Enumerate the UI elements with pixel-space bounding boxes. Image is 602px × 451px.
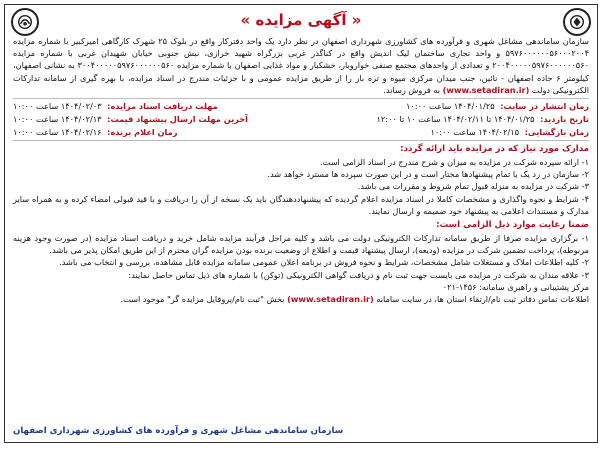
offer-deadline-value: ۱۴۰۴/۰۲/۱۳ ساعت ۱۰:۰۰ (13, 114, 102, 125)
required-docs-title: مدارک مورد نیاز که در مزایده باید ارائه گردد: (400, 144, 589, 155)
rules-section (13, 219, 589, 305)
rule-item: ۲- کلیه اطلاعات املاک و مستغلات شامل مشخصات، شرایط و نحوه فروش در برنامه اعلان عمومی سامانه مزایده قابل مشاهده، بررسی و انتخاب می باشد. (59, 257, 589, 268)
intro-tail: به فروش رساند. (383, 84, 441, 95)
opening-date-value: ۱۴۰۴/۰۲/۱۵ ساعت ۱۰:۰۰ (430, 127, 520, 138)
auction-notice (4, 4, 598, 443)
date-row-1 (13, 100, 589, 113)
winner-date-value: ۱۴۰۴/۰۲/۱۶ ساعت ۱۰:۰۰ (13, 127, 102, 138)
notice-title: « آگهی مزایده » (240, 11, 362, 29)
opening-date-label: زمان بازگشایی: (524, 127, 589, 138)
contact-site-link[interactable]: (www.setadiran.ir) (287, 294, 374, 305)
contact-prefix: اطلاعات تماس دفاتر ثبت نام/ارتقاء استان ها، در سایت سامانه (376, 294, 589, 305)
publish-date-value: ۱۴۰۴/۰۱/۲۵ ساعت ۱۰:۰۰ (406, 101, 495, 112)
visit-date (377, 113, 589, 126)
setadiran-link[interactable]: (www.setadiran.ir) (442, 84, 530, 95)
docs-deadline-value: ۱۴۰۴/۰۲/۰۳ ساعت ۱۰:۰۰ (13, 101, 102, 112)
docs-deadline-label: مهلت دریافت اسناد مزایده: (107, 101, 218, 112)
support-phone: مرکز پشتیبانی و راهبری سامانه: ۱۴۵۶-۰۲۱ (442, 281, 589, 292)
offer-deadline (13, 113, 248, 126)
notice-body (5, 35, 597, 305)
organization-signature: سازمان ساماندهی مشاغل شهری و فرآورده های کشاورزی شهرداری اصفهان (13, 426, 344, 436)
dates-block (13, 98, 589, 141)
rule-item: ۱- برگزاری مزایده صرفا از طریق سامانه تدارکات الکترونیکی دولت می باشد و کلیه مراحل فرآیند مزایده شامل خرید و دریافت اسناد مزایده (در صورت وجود هزینه مربوطه)، پرداخت تضمین شرکت در مزایده (ودیعه)، ارسال پیشنهاد قیمت و اطلاع از وضعیت برنده بودن مزایده گران محترم از این طریق امکان پذیر می باشد. (13, 233, 589, 256)
opening-date (430, 126, 589, 139)
required-doc-item: ۱- ارائه سپرده شرکت در مزایده به میزان و شرح مندرج در اسناد الزامی است. (320, 157, 589, 168)
contact-info (13, 293, 589, 305)
rule-item: ۳- علاقه مندان به شرکت در مزایده می بایست جهت ثبت نام و دریافت گواهی الکترونیکی (توکن) با شماره های ذیل تماس حاصل نمایند: (128, 269, 589, 280)
required-docs-section (13, 143, 589, 217)
winner-date (13, 126, 177, 139)
publish-date-label: زمان انتشار در سایت: (500, 101, 589, 112)
required-doc-item: ۲- سازمان در رد یک یا تمام پیشنهادها مختار است و در این صورت سپرده ها مسترد خواهد شد. (267, 169, 589, 180)
required-doc-item: ۳- شرکت در مزایده به منزله قبول تمام شروط و مقررات می باشد. (357, 181, 589, 192)
date-row-3 (13, 126, 589, 139)
winner-date-label: زمان اعلام برنده: (107, 127, 178, 138)
notice-header (5, 5, 597, 35)
intro-paragraph (13, 35, 589, 96)
municipality-emblem-icon (11, 8, 39, 36)
offer-deadline-label: آخرین مهلت ارسال پیشنهاد قیمت: (107, 114, 248, 125)
docs-deadline (13, 100, 218, 113)
required-doc-item: ۴- شرایط و نحوه واگذاری و مشخصات کاملا در اسناد مزایده اعلام گردیده که پیشنهاددهندگان باید یک نسخه از آن را دریافت و با قید قبولی امضاء کرده و به همراه سایر مدارک و مستندات اعلامی به پیشنهاد خود ضمیمه و ارسال نمایند. (13, 193, 589, 216)
intro-text: سازمان ساماندهی مشاغل شهری و فرآورده های کشاورزی شهرداری اصفهان در نظر دارد یک واحد دفترکار واقع در بلوک ۲۵ شهرک کارگاهی امیرکبیر با شماره مزایده ۵۹۷۶۰۰۰۰۰۰۵۶۰۰۰۲۰۰۴ و واحد تجاری ساختمان لیک اندیش واقع در کناگذر غربی بزرگراه شهید خرازی، نبش جنوبی خیابان شهیدان غربی با شماره مزایده ۲۰۰۴۰۰۰۰۰۵۹۷۶۰۰۰۰۰۰۵۶۰ و تعدادی از واحدهای مجتمع صنفی خواروبار، خشکبار و مواد غذایی اصفهان با شماره مزایده ۳۰۰۴۰۰۰۰۰۵۹۷۶۰۰۰۰۰۰۵۶۰ به نشانی اصفهان، کیلومتر ۶ جاده اصفهان - نائین، جنب میدان مرکزی میوه و تره بار را از طریق مزایده عمومی و با جزئیات مندرج در اسناد مزایده، با بهره گیری از سامانه تدارکات الکترونیکی دولت (13, 36, 589, 95)
publish-date (406, 100, 589, 113)
rules-title: ضمنا رعایت موارد ذیل الزامی است: (436, 220, 589, 231)
contact-suffix: بخش "ثبت نام/پروفایل مزایده گر" موجود است. (120, 294, 285, 305)
organization-emblem-icon (563, 8, 591, 36)
visit-date-value: ۱۴۰۴/۰۱/۲۵ تا ۱۴۰۴/۰۲/۱۱ ساعت ۱۰ تا ۱۲:۰۰ (376, 114, 535, 125)
date-row-2 (13, 113, 589, 126)
visit-date-label: تاریخ بازدید: (540, 114, 589, 125)
